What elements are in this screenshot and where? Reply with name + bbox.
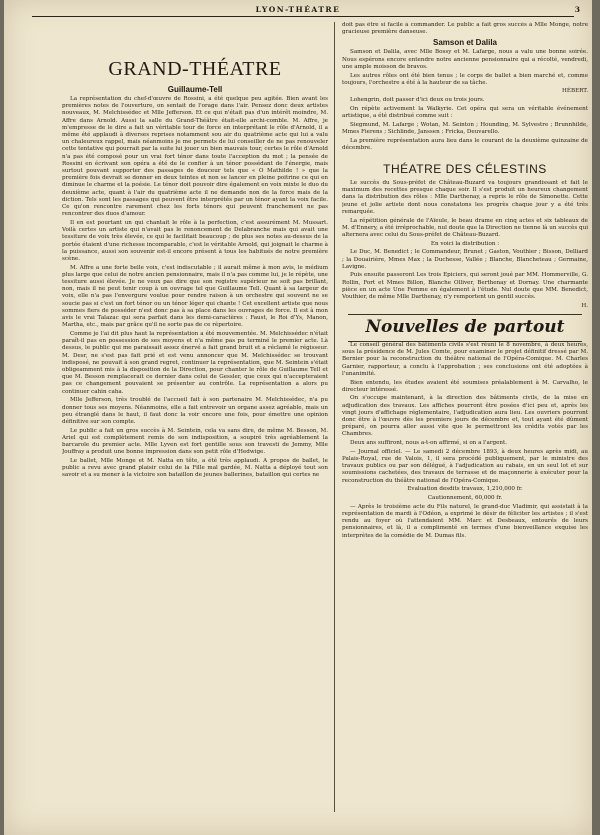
grand-theatre-title: GRAND-THÉATRE	[108, 58, 282, 80]
article-paragraph: Bien entendu, les études avaient été soumises préalablement à M. Carvalho, le directeur intéressé.	[342, 379, 588, 393]
continued-text: doit pas être si facile à commander. Le public a fait gros succès à Mlle Monge, notre gracieuse première danseuse.	[342, 22, 588, 36]
article-paragraph: — Journal officiel. — Le samedi 2 décembre 1893, à deux heures après midi, au Palais-Royal, rue de Valois, 1, il sera procédé publiquement, par le ministre des travaux publics ou par son délégué, à l'adjudication au rabais, en un seul lot et sur soumissions cachetées, des travaux de terrasse et de maçonnerie à exécuter pour la reconstruction du théâtre national de l'Opéra-Comique.	[342, 448, 588, 484]
article-paragraph: Puis ensuite passeront Les trois Epiciers, qui seront joué par MM. Hommerville, G. Rollin, Fort et Mmes Billon, Blanche Olliver, Berthenay et Dornay. Une charmante pièce en un acte Une Femme en également à l'étude. Nul doute que MM. Benedict, Vouthier, de même Mlle Darthenay, n'y remportent un gentil succès.	[342, 272, 588, 301]
article-paragraph: Le ballet, Mlle Monge et M. Natta en tête, a été très applaudi. A propos de ballet, le public a revu avec grand plaisir celui de la Fille mal gardée, M. Natta a déployé tout son savoir et a su mener à la victoire son bataillon de jeunes ballerines, bataillon qui certes ne	[62, 457, 328, 479]
ornament-rule	[348, 314, 582, 315]
cast-list: Siegmund, M. Lafarge ; Wotan, M. Seinton ; Hounding, M. Sylvestre ; Brunnhilde, Mmes Fierens ; Sichlinde, Janssen ; Fricka, Deuvarello.	[342, 121, 588, 135]
article-paragraph: Comme je l'ai dit plus haut la représentation a été mouvementée. M. Melchissédec n'était paraît-il pas en possession de ses moyens et n'a même pas pu terminé le premier acte. Là dessus, le public qui me paraissait assez énervé a fait grand bruit et a réclamé le régisseur. M. Desr, ne s'est pas fait prié et est venu annoncer que M. Melchissédec se trouvant indisposé, ne pouvait à son grand regret, continuer la représentation, que M. Seintein s'était obligeamment mis à la disposition de la Direction, pour chanter le rôle de Guillaume Tell et que M. Besson remplacerait ce dernier dans celui de Gessler, que ceux qui n'accepteraient pas ce changement pouvaient se présenter au contrôle. La représentation a alors pu continuer cahin caha.	[62, 331, 328, 395]
nouvelles-header	[342, 314, 588, 342]
article-paragraph: On répète activement la Walkyrie. Cet opéra qui sera un véritable événement artistique, a été distribué comme suit :	[342, 105, 588, 120]
samson-dalila-subtitle: Samson et Dalila	[432, 38, 498, 48]
nouvelles-title: Nouvelles de partout	[365, 317, 565, 337]
article-paragraph: Deux ans suffiront, nous a-t-on affirmé, si on a l'argent.	[350, 440, 508, 447]
article-paragraph: Mlle Jefferson, très troublé de l'accueil fait à son partenaire M. Melchissédec, n'a pu donner tous ses moyens. Néanmoins, elle a fait entrevoir un organe assez agréable, mais un peu étranglé dans le haut, il faut donc la voir encore une fois, pour émettre une opinion définitive sur son compte.	[62, 397, 328, 425]
article-paragraph: Le public a fait un gros succès à M. Seintein, cela va sans dire, de même M. Besson, M. Ariel qui est complètement remis de son indisposition, a soupiré très agréablement la barcarole du premier acte. Mlle Lyven est fort gentille sous son travesti de Jemmy, Mlle Jouffray a produit une bonne impression dans son petit rôle d'Hedwige.	[62, 427, 328, 456]
cast-list: Le Duc, M. Benedict ; le Commandeur, Brunet ; Gaston, Vouthier ; Bisson, Delliard ; la Douairière, Mmes Max ; la Duchesse, Vallée ; Blanche, Blancheteau ; Germaine, Lavigne.	[342, 249, 588, 270]
article-paragraph: La répétition générale de l'Aïeule, le beau drame en cinq actes et six tableaux de M. d'Ennery, a été irréprochable, nul doute que la Direction ne tienne là un succès qui alternera avec celui du Sous-préfet de Château-Buzard.	[342, 217, 588, 238]
article-paragraph: En voici la distribution :	[430, 240, 500, 247]
article-paragraph: M. Affre a une forte belle voix, c'est indiscutable ; il aurait même à mon avis, le médium plus large que celui de notre ancien pensionnaire, mais il n'a pas comme lui, je le répète, une tessiture aussi élevée. Je ne veux pas dire que son registre supérieur ne soit pas brillant, non, mais il ne peut tenir coup à un ouvrage tel que Guillaume Tell. Quant à sa largeur de voix, elle n'a pas l'envergure voulue pour rendre raison à un orchestre qui souvent ne se soucie pas si c'est un fort ténor ou un ténor léger qui chante ! Cet excellent artiste que nous sommes fiers de posséder n'est donc pas à sa place dans les ouvrages de force. Il est à mon avis le vrai Talazac qui sera parfait dans les demi-caractères : Faust, le Roi d'Ys, Manon, Martha, etc., mais par grâce qu'il ne sorte pas de ce répertoire.	[62, 264, 328, 329]
newspaper-page	[4, 0, 592, 835]
signature: H.	[581, 302, 588, 309]
guillaume-tell-subtitle: Guillaume-Tell	[167, 85, 223, 94]
article-paragraph: La représentation du chef-d'œuvre de Rossini, a été quelque peu agitée. Bien avant les premières notes de l'ouverture, on sentait de l'orage dans l'air. Pensez donc deux artistes nouveaux, M. Melchissédec et Mlle Jefferson. Et ce qui n'était pas d'un intérêt moindre, M. Affre dans Arnold. Aussi la salle du Grand-Théâtre était-elle archi-comble. M. Affre, je m'empresse de le dire a fait un véritable tour de force en interprétant le rôle d'Arnold, il a même été applaudi à diverses reprises notamment sou air du quatrième acte qui lui a valu un chaleureux rappel, mais néanmoins je me permets de lui conseiller de ne pas renouveler cette tentative qui pourrait par la suite lui jouer un bien mauvais tour, certes le rôle d'Arnold n'a pas été composé pour un vrai fort ténor dans toute l'acception du mot ; la pensée de Rossini en écrivant son opéra a été de le confier à un ténor possédant de l'énergie, mais surtout pouvant supporter des passages de douceur tels que « O Mathilde ! » que la première fois devrait se donner en deux teintes et non se lancer en pleine poitrine ce qui en diminue le charme et la poésie. Le ténor doit pouvoir dire également en voix mixte le duo du deuxième acte, quant à l'air du quatrième acte il ne demande non de la force mais de la diction. Tels sont les passages qui peuvent être interprétés par un ténor ayant la voix facile. Ce qu'on rencontre rarement chez les forts ténors qui peuvent franchement ne pas rencontrer des duos d'amour.	[62, 96, 328, 218]
article-paragraph: Lohengrin, doit passer d'ici deux ou trois jours.	[350, 97, 485, 104]
page-number: 3	[574, 5, 580, 14]
left-column	[62, 22, 328, 822]
article-paragraph: Les autres rôles ont été bien tenus ; le corps de ballet a bien marché et, comme toujours, l'orchestre a été à la hauteur de sa tâche.	[342, 72, 588, 86]
article-paragraph: La première représentation aura lieu dans le courant de la deuxième quinzaine de décembre.	[342, 137, 588, 151]
article-paragraph: Cautionnement, 60,000 fr.	[427, 495, 503, 502]
right-column	[342, 22, 588, 822]
article-paragraph: Evaluation desdits travaux, 1,210,000 fr.	[407, 486, 523, 493]
article-paragraph: Le succès du Sous-préfet de Château-Buzard va toujours grandissant et fait le maximum des recettes presque chaque soir. Il s'est produit un heureux changement dans la distribution des rôles : Mlle Darthenay, a repris le rôle de Simonette. Cette jeune et jolie artiste dont nous constatons les progrès chaque jour y a été très remarquée.	[342, 180, 588, 215]
column-divider	[334, 22, 335, 812]
article-paragraph: Il en est pourtant un qui chantait le rôle à la perfection, c'est assurément M. Mussart. Voilà certes un artiste qui n'avait pas le renoncement de Delabranche mais qui avait une tessiture de voix très élevée, ce qui le facilitait beaucoup ; de plus ses notes au-dessus de la portée étaient d'une richesse incomparable, c'est le véritable Arnold, qui joignait le charme à la puissance, aussi son souvenir est-il encore présent à tous les habitués de notre première scène.	[62, 219, 328, 262]
article-paragraph: On s'occupe maintenant, à la direction des bâtiments civils, de la mise en adjudication des travaux. Les affiches pourront être posées d'ici peu et, après les vingt jours d'affichage réglementaire, l'adjudication aura lieu. Les ouvriers pourront donc être à l'œuvre dès les premiers jours de décembre et, tout ayant été dûment préparé, on pourra aller aussi vite que le permettront les crédits votés par les Chambres.	[342, 395, 588, 438]
header-rule	[32, 16, 574, 17]
article-paragraph: Le conseil général des bâtiments civils s'est réuni le 8 novembre, à deux heures, sous la présidence de M. Jules Comte, pour examiner le projet définitif dressé par M. Bernier pour la reconstruction du théâtre national de l'Opéra-Comique. M. Charles Garnier, rapporteur, a conclu à l'approbation ; ses conclusions ont été adoptées à l'unanimité.	[342, 342, 588, 377]
signature: HÉBERT.	[562, 88, 588, 95]
article-paragraph: — Après le troisième acte du Fils naturel, le grand-duc Vladimir, qui assistait à la représentation de mardi à l'Odéon, a exprimé le désir de féliciter les artistes ; il s'est rendu au foyer où l'attendaient MM. Marc et Desbeaux, entourés de leurs pensionnaires, et là, il a complimenté en termes d'une bienveillance exquise les interprètes de la comédie de M. Dumas fils.	[342, 503, 588, 539]
running-head: LYON-THÉATRE	[255, 5, 341, 14]
celestins-title: THÉATRE DES CÉLESTINS	[383, 162, 547, 177]
article-paragraph: Samson et Dalila, avec Mlle Bossy et M. Lafarge, nous a valu une bonne soirée. Nous espérons encore entendre notre ancienne pensionnaire qui a récolté, vendredi, une ample moisson de bravos.	[342, 49, 588, 70]
